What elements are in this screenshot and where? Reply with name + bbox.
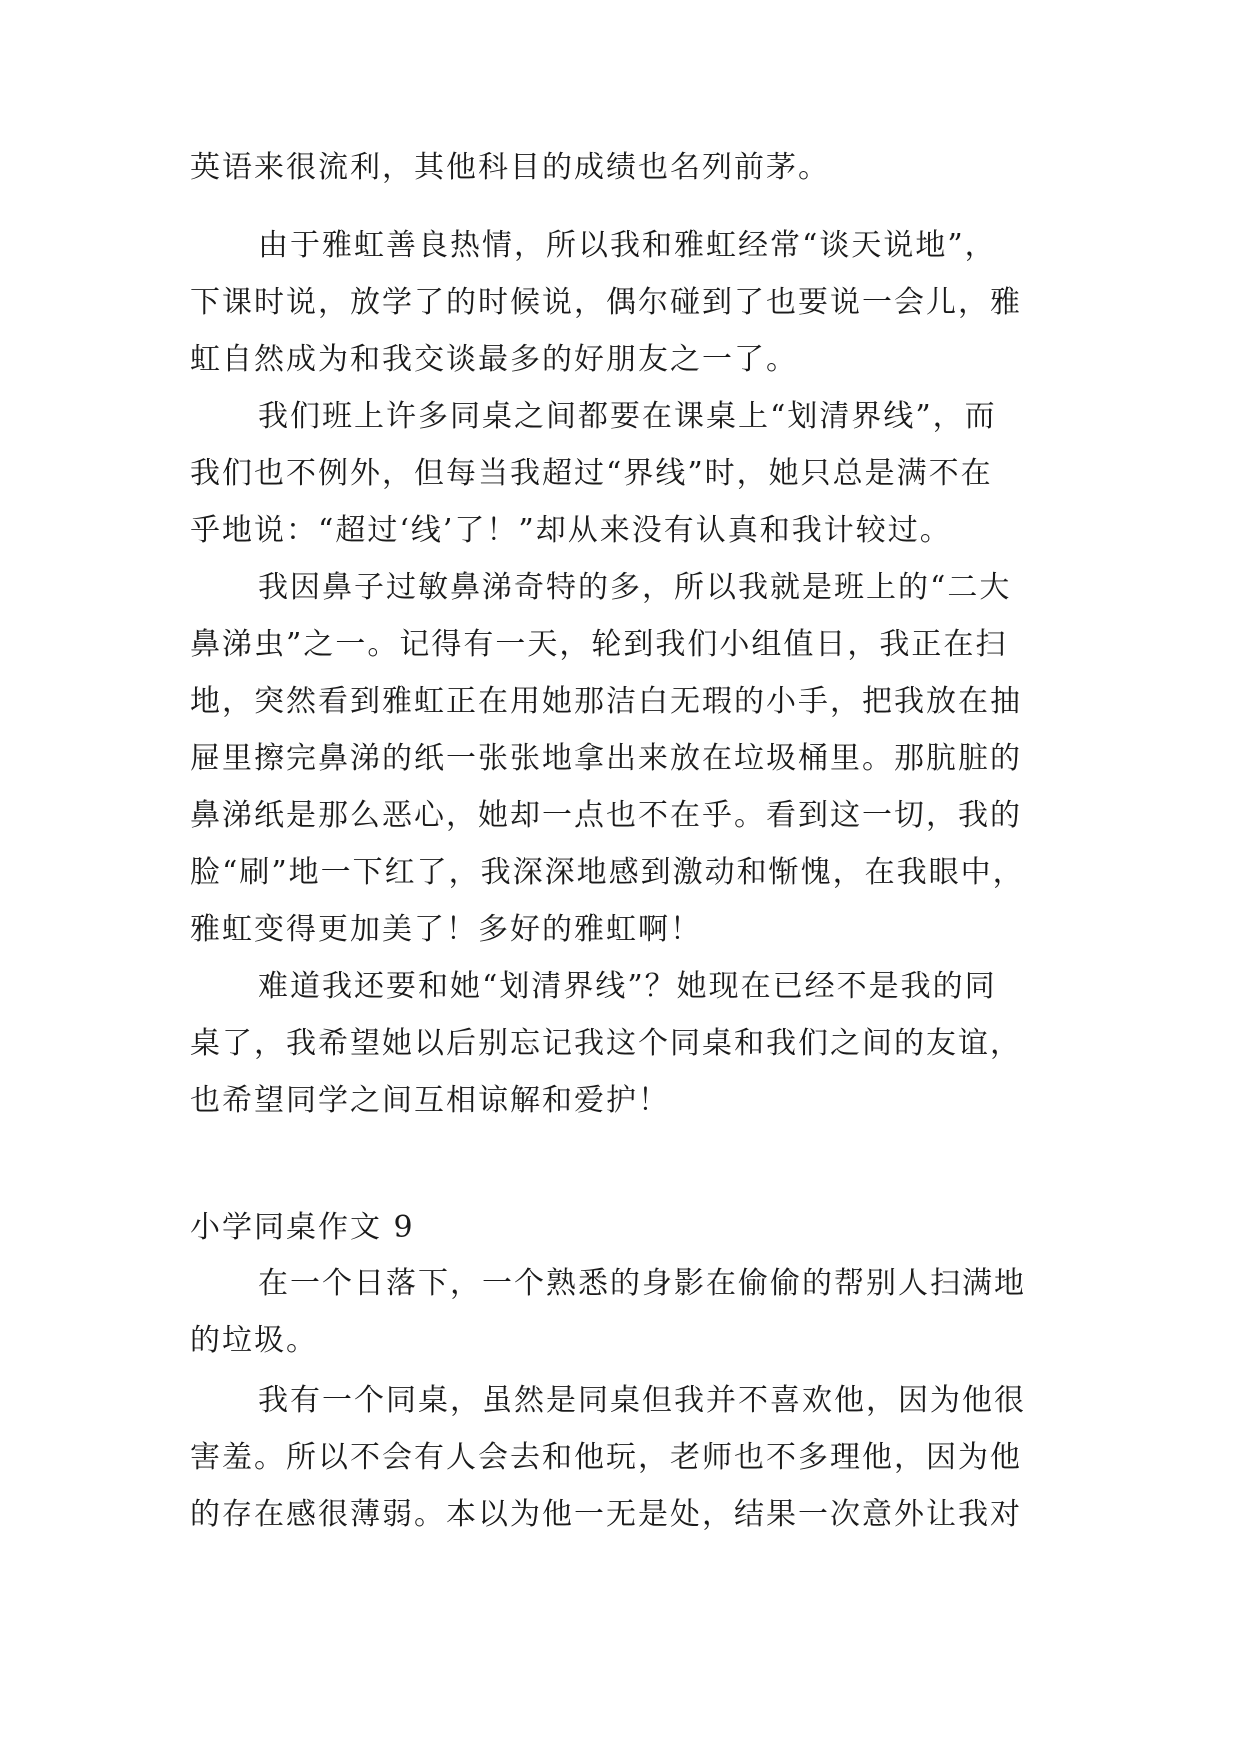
paragraph-line: 在一个日落下，一个熟悉的身影在偷偷的帮别人扫满地: [258, 1266, 1026, 1301]
paragraph-line: 也希望同学之间互相谅解和爱护！: [190, 1083, 670, 1118]
paragraph-line: 鼻涕纸是那么恶心，她却一点也不在乎。看到这一切，我的: [190, 798, 1022, 833]
paragraph-line: 脸“刷”地一下红了，我深深地感到激动和惭愧，在我眼中，: [190, 855, 1025, 890]
paragraph-line: 难道我还要和她“划清界线”？她现在已经不是我的同: [258, 969, 997, 1004]
paragraph-line: 屉里擦完鼻涕的纸一张张地拿出来放在垃圾桶里。那肮脏的: [190, 741, 1022, 776]
paragraph-line: 害羞。所以不会有人会去和他玩，老师也不多理他，因为他: [190, 1440, 1022, 1475]
paragraph-line: 我们也不例外，但每当我超过“界线”时，她只总是满不在: [190, 456, 993, 491]
paragraph-line: 我们班上许多同桌之间都要在课桌上“划清界线”，而: [258, 399, 997, 434]
paragraph-line: 下课时说，放学了的时候说，偶尔碰到了也要说一会儿，雅: [190, 285, 1022, 320]
paragraph-line: 虹自然成为和我交谈最多的好朋友之一了。: [190, 342, 798, 377]
paragraph-line: 雅虹变得更加美了！多好的雅虹啊！: [190, 912, 702, 947]
paragraph-line: 鼻涕虫”之一。记得有一天，轮到我们小组值日，我正在扫: [190, 627, 1008, 662]
paragraph-line: 英语来很流利，其他科目的成绩也名列前茅。: [190, 150, 830, 185]
paragraph-line: 由于雅虹善良热情，所以我和雅虹经常“谈天说地”，: [258, 228, 997, 263]
paragraph-line: 乎地说：“超过‘线’了！”却从来没有认真和我计较过。: [190, 513, 952, 548]
paragraph-line: 的垃圾。: [190, 1323, 318, 1358]
paragraph-line: 桌了，我希望她以后别忘记我这个同桌和我们之间的友谊，: [190, 1026, 1022, 1061]
paragraph-line: 的存在感很薄弱。本以为他一无是处，结果一次意外让我对: [190, 1497, 1022, 1532]
paragraph-line: 我有一个同桌，虽然是同桌但我并不喜欢他，因为他很: [258, 1383, 1026, 1418]
paragraph-line: 地，突然看到雅虹正在用她那洁白无瑕的小手，把我放在抽: [190, 684, 1022, 719]
section-heading: 小学同桌作文 9: [190, 1210, 415, 1245]
paragraph-line: 我因鼻子过敏鼻涕奇特的多，所以我就是班上的“二大: [258, 570, 1012, 605]
